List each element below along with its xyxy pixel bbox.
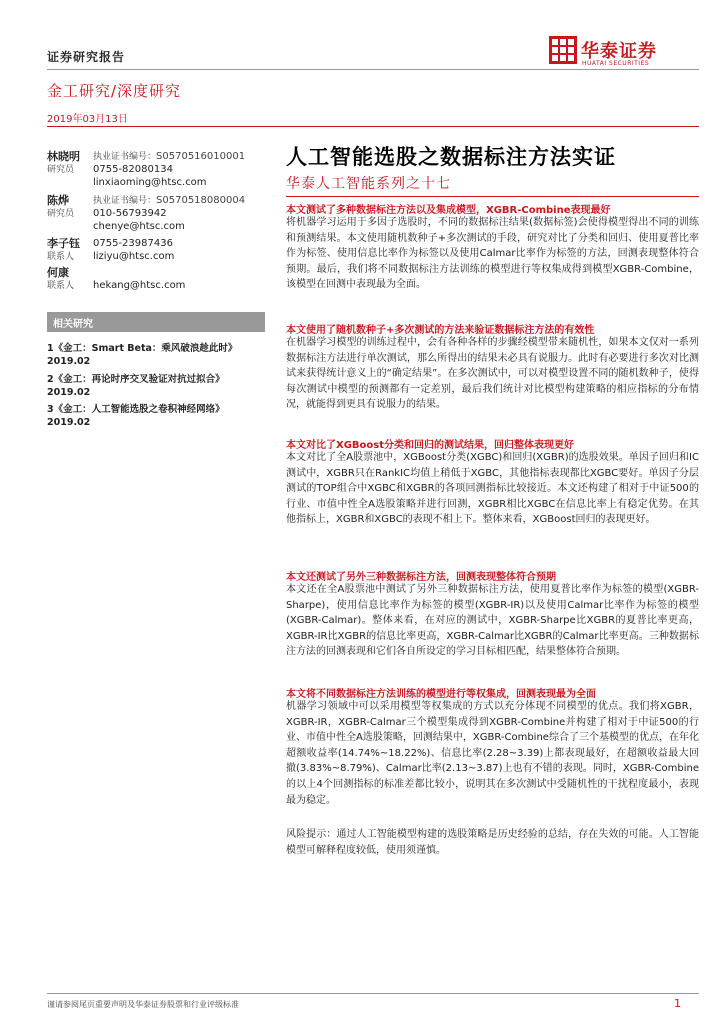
related-item-date: 2019.02	[47, 387, 91, 398]
section-heading: 本文对比了XGBoost分类和回归的测试结果，回归整体表现更好	[286, 440, 575, 451]
analyst-email[interactable]: chenye@htsc.com	[93, 221, 185, 232]
cert-label: 执业证书编号：	[93, 196, 157, 206]
related-research-heading: 相关研究	[53, 319, 93, 330]
related-research-header	[47, 312, 265, 332]
section-body: 机器学习领域中可以采用模型等权集成的方式以充分体现不同模型的优点。我们将XGBR，XGBR-IR，XGBR-Calmar三个模型集成得到XGBR-Combine并构建了相对于中证500的行业、市值中性全A选股策略，回测结果中，XGBR-Combine综合了三个基模型的优点，在年化超额收益率(14.74%~18.22%)、信息比率(2.28~3.39)上都表现最好，在超额收益最大回撤(3.83%~8.79%)、Calmar比率(2.13~3.87)上也有不错的表现。同时，XGBR-Combine的以上4个回测指标的标准差都比较小，说明其在多次测试中受随机性的干扰程度最小，表现最为稳定。	[286, 701, 699, 806]
cert-number: S0570516010001	[156, 151, 246, 162]
report-title: 人工智能选股之数据标注方法实证	[286, 145, 616, 169]
contact-email[interactable]: hekang@htsc.com	[93, 280, 186, 291]
analyst-email[interactable]: linxiaoming@htsc.com	[93, 177, 207, 188]
related-item-title: 1《金工：Smart Beta：乘风破浪趁此时》	[47, 343, 238, 354]
page-number: 1	[674, 997, 681, 1010]
related-item-title: 2《金工：再论时序交叉验证对抗过拟合》	[47, 374, 225, 385]
cert-number: S0570518080004	[156, 195, 246, 206]
section-heading: 本文将不同数据标注方法训练的模型进行等权集成，回测表现最为全面	[286, 689, 596, 700]
report-category: 金工研究/深度研究	[47, 82, 182, 100]
contact-phone: 0755-23987436	[93, 238, 173, 249]
section-body: 将机器学习运用于多因子选股时，不同的数据标注结果(数据标签)会使得模型得出不同的训练和预测结果。本文使用随机数种子+多次测试的手段，研究对比了分类和回归、使用夏普比率作为标签、使用信息比率作为标签以及使用Calmar比率作为标签的方法，回测表现整体符合预期。最后，我们将不同数据标注方法训练的模型进行等权集成得到模型XGBR-Combine，该模型在回测中表现最为全面。	[286, 217, 699, 291]
report-subtitle: 华泰人工智能系列之十七	[286, 176, 451, 192]
related-item[interactable]	[47, 403, 272, 429]
analyst-phone: 010-56793942	[93, 208, 167, 219]
cert-label: 执业证书编号：	[93, 152, 157, 162]
contact-role: 联系人	[47, 281, 75, 291]
analyst-name: 陈烨	[47, 194, 69, 207]
related-item-date: 2019.02	[47, 356, 91, 367]
contact-role: 联系人	[47, 252, 75, 262]
analyst-role: 研究员	[47, 209, 75, 219]
brand-name-en: HUATAI SECURITIES	[582, 60, 650, 67]
related-item-date: 2019.02	[47, 417, 91, 428]
analyst-card	[47, 195, 277, 237]
risk-warning: 风险提示：通过人工智能模型构建的选股策略是历史经验的总结，存在失效的可能。人工智能模型可解释程度较低，使用须谨慎。	[286, 829, 699, 856]
contact-name: 何康	[47, 266, 69, 279]
analyst-card	[47, 151, 277, 193]
footer-disclaimer: 谨请参阅尾页重要声明及华泰证券股票和行业评级标准	[47, 1000, 239, 1009]
analyst-phone: 0755-82080134	[93, 164, 173, 175]
analyst-role: 研究员	[47, 165, 75, 175]
section-body: 本文还在全A股票池中测试了另外三种数据标注方法，使用夏普比率作为标签的模型(XGBR-Sharpe)，使用信息比率作为标签的模型(XGBR-IR)以及使用Calmar比率作为标签的模型(XGBR-Calmar)。整体来看，在对应的测试中，XGBR-Sharpe比XGBR的夏普比率更高，XGBR-IR比XGBR的信息比率更高，XGBR-Calmar比XGBR的Calmar比率更高。三种数据标注方法的回测表现和它们各自所设定的学习目标相匹配，结果整体符合预期。	[286, 584, 699, 658]
section-heading: 本文测试了多种数据标注方法以及集成模型，XGBR-Combine表现最好	[286, 205, 611, 216]
contact-email[interactable]: liziyu@htsc.com	[93, 251, 175, 262]
section-heading: 本文还测试了另外三种数据标注方法，回测表现整体符合预期	[286, 572, 556, 583]
contact-card	[47, 238, 277, 266]
contact-card	[47, 267, 277, 295]
analyst-name: 林晓明	[47, 150, 80, 163]
section-heading: 本文使用了随机数种子+多次测试的方法来验证数据标注方法的有效性	[286, 325, 595, 336]
huatai-logo-icon	[549, 36, 577, 64]
contact-name: 李子钰	[47, 237, 80, 250]
section-body: 在机器学习模型的训练过程中，会有各种各样的步骤经模型带来随机性，如果本文仅对一系列数据标注方法进行单次测试，那么所得出的结果未必具有说服力。此时有必要进行多次对比测试来获得统计意义上的“确定结果”。在多次测试中，可以对模型设置不同的随机数种子，使得每次测试中模型的预测都有一定差别，最后我们统计对比模型构建策略的相应指标的分布情况，就能得到更具有说服力的结果。	[286, 337, 699, 411]
related-item[interactable]	[47, 342, 272, 368]
brand-name-cn: 华泰证券	[581, 41, 657, 62]
header-divider	[47, 69, 699, 70]
related-item-title: 3《金工：人工智能选股之卷积神经网络》	[47, 404, 225, 415]
section-body: 本文对比了全A股票池中，XGBoost分类(XGBC)和回归(XGBR)的选股效果。单因子回归和IC测试中，XGBR只在RankIC均值上稍低于XGBC，其他指标表现都比XGBC要好。单因子分层测试的TOP组合中XGBC和XGBR的各项回测指标比较接近。本文还构建了相对于中证500的行业、市值中性全A选股策略并进行回测，XGBR相比XGBC在信息比率上有稳定优势。在其他指标上，XGBR和XGBC的表现不相上下。整体来看，XGBoost回归的表现更好。	[286, 452, 699, 526]
footer-divider	[47, 993, 699, 994]
report-type-label: 证券研究报告	[47, 50, 126, 64]
brand-logo	[549, 36, 699, 68]
related-item[interactable]	[47, 373, 272, 399]
title-divider	[286, 196, 699, 197]
date-divider	[47, 126, 699, 127]
report-date: 2019年03月13日	[47, 114, 128, 125]
